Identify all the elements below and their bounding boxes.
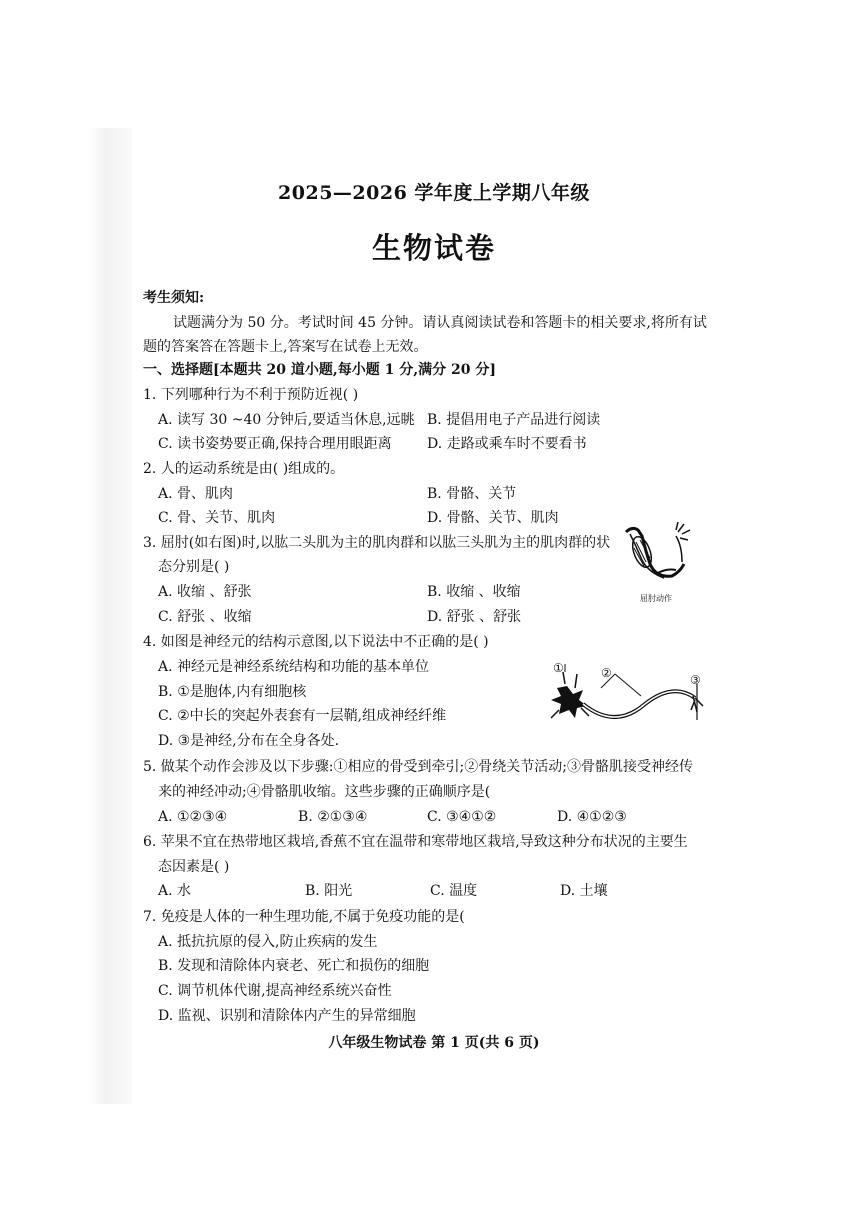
question-1-option-a: A. 读写 30 ~40 分钟后,要适当休息,远眺 bbox=[158, 412, 415, 428]
question-5-option-a: A. ①②③④ bbox=[158, 809, 228, 825]
question-2-option-c: C. 骨、关节、肌肉 bbox=[158, 510, 276, 526]
question-7-option-d: D. 监视、识别和清除体内产生的异常细胞 bbox=[158, 1008, 416, 1024]
question-4-option-c: C. ②中长的突起外表套有一层鞘,组成神经纤维 bbox=[158, 708, 447, 724]
question-6-stem-line-2: 态因素是( ) bbox=[158, 859, 230, 875]
question-7-option-c: C. 调节机体代谢,提高神经系统兴奋性 bbox=[158, 983, 392, 999]
question-5-stem-line-1: 5. 做某个动作会涉及以下步骤:①相应的骨受到牵引;②骨绕关节活动;③骨骼肌接受神经传 bbox=[143, 759, 693, 775]
neuron-label-2: ② bbox=[601, 666, 612, 680]
question-1-stem: 1. 下列哪种行为不利于预防近视( ) bbox=[143, 387, 359, 403]
exam-subtitle: 2025—2026 学年度上学期八年级 bbox=[278, 182, 590, 204]
neuron-label-1: ① bbox=[553, 661, 564, 675]
question-3-option-a: A. 收缩 、舒张 bbox=[158, 584, 252, 600]
question-2-stem: 2. 人的运动系统是由( )组成的。 bbox=[143, 461, 345, 477]
exam-title: 生物试卷 bbox=[371, 231, 496, 265]
question-6-option-b: B. 阳光 bbox=[305, 883, 353, 899]
question-6-option-c: C. 温度 bbox=[430, 883, 478, 899]
question-1-option-c: C. 读书姿势要正确,保持合理用眼距离 bbox=[158, 436, 392, 452]
notice-line-1: 试题满分为 50 分。考试时间 45 分钟。请认真阅读试卷和答题卡的相关要求,将所有试 bbox=[173, 315, 707, 331]
question-2-option-b: B. 骨骼、关节 bbox=[427, 486, 517, 502]
notice-line-2: 题的答案答在答题卡上,答案写在试卷上无效。 bbox=[143, 339, 428, 355]
question-5-stem-line-2: 来的神经冲动;④骨骼肌收缩。这些步骤的正确顺序是( bbox=[158, 784, 491, 800]
question-7-option-a: A. 抵抗抗原的侵入,防止疾病的发生 bbox=[158, 934, 378, 950]
question-2-option-d: D. 骨骼、关节、肌肉 bbox=[427, 510, 559, 526]
notice-heading: 考生须知: bbox=[143, 290, 205, 306]
question-3-option-b: B. 收缩 、收缩 bbox=[427, 584, 521, 600]
question-6-option-d: D. 土壤 bbox=[560, 883, 608, 899]
question-6-stem-line-1: 6. 苹果不宜在热带地区栽培,香蕉不宜在温带和寒带地区栽培,导致这种分布状况的主要生 bbox=[143, 834, 688, 850]
question-4-option-b: B. ①是胞体,内有细胞核 bbox=[158, 684, 307, 700]
question-4-option-d: D. ③是神经,分布在全身各处. bbox=[158, 733, 340, 749]
question-7-option-b: B. 发现和清除体内衰老、死亡和损伤的细胞 bbox=[158, 958, 430, 974]
neuron-label-3: ③ bbox=[690, 673, 701, 687]
elbow-flexion-figure bbox=[612, 516, 692, 596]
question-4-option-a: A. 神经元是神经系统结构和功能的基本单位 bbox=[158, 659, 430, 675]
question-1-option-d: D. 走路或乘车时不要看书 bbox=[427, 436, 587, 452]
question-3-stem-line-1: 3. 屈肘(如右图)时,以肱二头肌为主的肌肉群和以肱三头肌为主的肌肉群的状 bbox=[143, 535, 611, 551]
question-4-stem: 4. 如图是神经元的结构示意图,以下说法中不正确的是( ) bbox=[143, 634, 489, 650]
question-1-option-b: B. 提倡用电子产品进行阅读 bbox=[427, 412, 601, 428]
question-3-stem-line-2: 态分别是( ) bbox=[158, 559, 230, 575]
question-7-stem: 7. 免疫是人体的一种生理功能,不属于免疫功能的是( bbox=[143, 909, 465, 925]
question-3-option-c: C. 舒张 、收缩 bbox=[158, 609, 252, 625]
question-5-option-b: B. ②①③④ bbox=[298, 809, 368, 825]
question-6-option-a: A. 水 bbox=[158, 883, 192, 899]
page-footer: 八年级生物试卷 第 1 页(共 6 页) bbox=[328, 1035, 540, 1051]
question-5-option-d: D. ④①②③ bbox=[557, 809, 627, 825]
question-2-option-a: A. 骨、肌肉 bbox=[158, 486, 234, 502]
question-5-option-c: C. ③④①② bbox=[427, 809, 497, 825]
question-3-option-d: D. 舒张 、舒张 bbox=[427, 609, 522, 625]
elbow-figure-caption: 屈肘动作 bbox=[640, 594, 672, 603]
section-heading: 一、选择题[本题共 20 道小题,每小题 1 分,满分 20 分] bbox=[143, 362, 496, 378]
